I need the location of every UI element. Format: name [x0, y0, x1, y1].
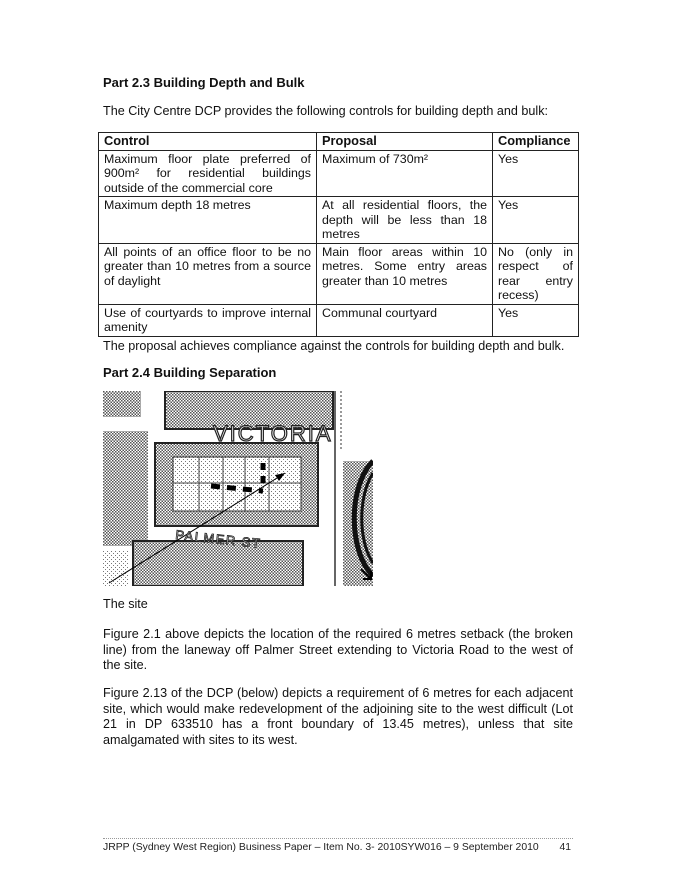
table-row [99, 197, 579, 244]
table-cell: Yes [493, 197, 579, 244]
table-row [99, 243, 579, 304]
footer-text: JRPP (Sydney West Region) Business Paper – Item No. 3- 2010SYW016 – 9 September 2010 [103, 842, 539, 853]
page-footer [103, 842, 573, 853]
site-map-figure [103, 391, 373, 586]
table-cell: Maximum floor plate preferred of 900m² for residential buildings outside of the commercial core [99, 150, 317, 197]
street-label-victoria: VICTORIA [213, 421, 333, 446]
table-cell: Yes [493, 304, 579, 336]
column-header-compliance: Compliance [493, 133, 579, 151]
intro-text: The City Centre DCP provides the following controls for building depth and bulk: [103, 104, 548, 118]
section-heading-building-separation: Part 2.4 Building Separation [103, 365, 277, 380]
column-header-control: Control [99, 133, 317, 151]
table-cell: Maximum of 730m² [317, 150, 493, 197]
figure-caption: The site [103, 597, 148, 611]
table-cell: Main floor areas within 10 metres. Some entry areas greater than 10 metres [317, 243, 493, 304]
table-cell: No (only in respect of rear entry recess) [493, 243, 579, 304]
table-cell: Yes [493, 150, 579, 197]
street-label-palmer: PALMER ST [174, 527, 263, 551]
controls-table [98, 132, 579, 337]
section-heading-building-depth: Part 2.3 Building Depth and Bulk [103, 75, 305, 90]
page-number: 41 [559, 842, 571, 853]
footer-divider [103, 838, 573, 839]
table-cell: Maximum depth 18 metres [99, 197, 317, 244]
table-header-row [99, 133, 579, 151]
table-cell: At all residential floors, the depth will be less than 18 metres [317, 197, 493, 244]
column-header-proposal: Proposal [317, 133, 493, 151]
table-cell: Communal courtyard [317, 304, 493, 336]
table-row [99, 304, 579, 336]
conclusion-text: The proposal achieves compliance against the controls for building depth and bulk. [103, 339, 565, 353]
paragraph-adjacent-site: Figure 2.13 of the DCP (below) depicts a requirement of 6 metres for each adjacent site, which would make redevelopment of the adjoining site to the west difficult (Lot 21 in DP 633510 has a front boundary of 13.45 metres), unless that site amalgamated with sites to its west. [103, 686, 573, 747]
site-map [103, 391, 373, 586]
table-cell: All points of an office floor to be no greater than 10 metres from a source of daylight [99, 243, 317, 304]
table-row [99, 150, 579, 197]
table-cell: Use of courtyards to improve internal amenity [99, 304, 317, 336]
paragraph-setback: Figure 2.1 above depicts the location of the required 6 metres setback (the broken line) from the laneway off Palmer Street extending to Victoria Road to the west of the site. [103, 627, 573, 672]
